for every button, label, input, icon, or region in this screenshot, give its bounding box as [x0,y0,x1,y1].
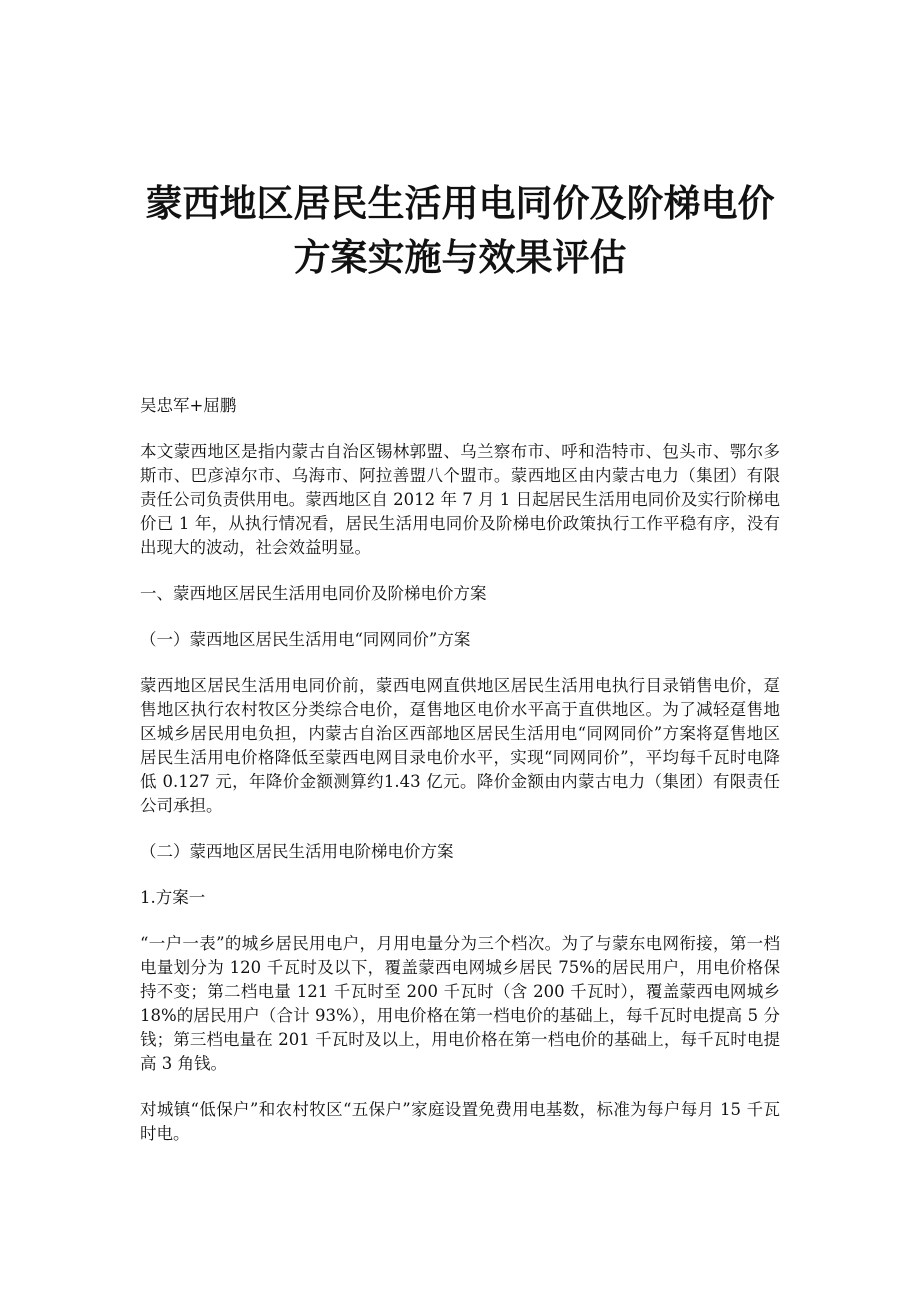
plan-1-heading: 1.方案一 [140,888,206,907]
authors: 吴忠军+屈鹏 [140,396,237,415]
document-title [120,176,800,284]
plan-1-note-paragraph: 对城镇“低保户”和农村牧区“五保户”家庭设置免费用电基数，标准为每户每月 15 千瓦时电。 [140,1100,780,1143]
document-body [140,394,780,1168]
intro-paragraph: 本文蒙西地区是指内蒙古自治区锡林郭盟、乌兰察布市、呼和浩特市、包头市、鄂尔多斯市、巴彦淖尔市、乌海市、阿拉善盟八个盟市。蒙西地区由内蒙古电力（集团）有限责任公司负责供用电。蒙西地区自 2012 年 7 月 1 日起居民生活用电同价及实行阶梯电价已 1 年，从执行情况看，居民生活用电同价及阶梯电价政策执行工作平稳有序，没有出现大的波动，社会效益明显。 [140,442,780,557]
section-1-heading: 一、蒙西地区居民生活用电同价及阶梯电价方案 [140,584,487,603]
subsection-1-paragraph: 蒙西地区居民生活用电同价前，蒙西电网直供地区居民生活用电执行目录销售电价，趸售地区执行农村牧区分类综合电价，趸售地区电价水平高于直供地区。为了减轻趸售地区城乡居民用电负担，内蒙古自治区西部地区居民生活用电“同网同价”方案将趸售地区居民生活用电价格降低至蒙西电网目录电价水平，实现“同网同价”，平均每千瓦时电降低 0.127 元，年降价金额测算约1.43 亿元。降价金额由内蒙古电力（集团）有限责任公司承担。 [140,676,780,815]
plan-1-paragraph: “一户一表”的城乡居民用电户，月用电量分为三个档次。为了与蒙东电网衔接，第一档电量划分为 120 千瓦时及以下，覆盖蒙西电网城乡居民 75%的居民用户，用电价格保持不变；第二档电量 121 千瓦时至 200 千瓦时（含 200 千瓦时），覆盖蒙西电网城乡 18%的居民用户（合计 93%），用电价格在第一档电价的基础上，每千瓦时电提高 5 分钱；第三档电量在 201 千瓦时及以上，用电价格在第一档电价的基础上，每千瓦时电提高 3 角钱。 [140,934,780,1073]
title-line-1: 蒙西地区居民生活用电同价及阶梯电价 [145,181,775,225]
subsection-1-heading: （一）蒙西地区居民生活用电“同网同价”方案 [140,630,471,649]
title-line-2: 方案实施与效果评估 [293,235,627,279]
subsection-2-heading: （二）蒙西地区居民生活用电阶梯电价方案 [140,842,454,861]
